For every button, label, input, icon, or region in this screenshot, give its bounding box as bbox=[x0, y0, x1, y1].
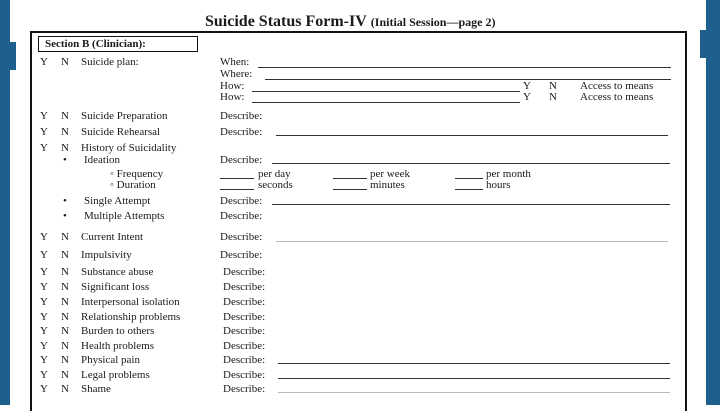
describe-label: Describe: bbox=[223, 354, 266, 366]
yes-option[interactable]: Y bbox=[40, 266, 48, 278]
describe-label: Describe: bbox=[223, 296, 266, 308]
access-to-means-label-1: Access to means bbox=[580, 80, 654, 92]
yes-option[interactable]: Y bbox=[40, 142, 48, 154]
describe-label: Describe: bbox=[223, 311, 266, 323]
no-option[interactable]: N bbox=[61, 266, 69, 278]
multiple-attempts-label: Multiple Attempts bbox=[84, 210, 165, 222]
describe-answer-line[interactable] bbox=[278, 378, 670, 379]
minutes-label: minutes bbox=[370, 179, 405, 191]
access-to-means-label-2: Access to means bbox=[580, 91, 654, 103]
no-option[interactable]: N bbox=[61, 249, 69, 261]
when-label: When: bbox=[220, 56, 250, 68]
per-month-label: per month bbox=[486, 168, 531, 180]
suicide-plan-label: Suicide plan: bbox=[81, 56, 139, 68]
describe-label: Describe: bbox=[220, 231, 263, 243]
no-option[interactable]: N bbox=[61, 281, 69, 293]
describe-label: Describe: bbox=[220, 110, 263, 122]
single-attempt-label: Single Attempt bbox=[84, 195, 151, 207]
describe-label: Describe: bbox=[223, 266, 266, 278]
ideation-label: Ideation bbox=[84, 154, 121, 166]
no-option[interactable]: N bbox=[61, 231, 69, 243]
describe-answer-line[interactable] bbox=[276, 241, 668, 242]
how-label-2: How: bbox=[220, 91, 245, 103]
yes-option[interactable]: Y bbox=[40, 325, 48, 337]
no-option[interactable]: N bbox=[61, 354, 69, 366]
describe-label: Describe: bbox=[220, 126, 263, 138]
form-title-main: Suicide Status Form-IV bbox=[205, 13, 367, 30]
describe-answer-line[interactable] bbox=[276, 135, 668, 136]
yes-option[interactable]: Y bbox=[40, 231, 48, 243]
describe-answer-line[interactable] bbox=[278, 363, 670, 364]
bullet-icon: • bbox=[63, 210, 67, 222]
yes-option[interactable]: Y bbox=[40, 354, 48, 366]
per-day-label: per day bbox=[258, 168, 291, 180]
describe-answer-line[interactable] bbox=[272, 204, 670, 205]
no-option[interactable]: N bbox=[61, 369, 69, 381]
yes-option[interactable]: Y bbox=[40, 56, 48, 68]
how-answer-line-1[interactable] bbox=[252, 91, 520, 92]
yes-option[interactable]: Y bbox=[40, 383, 48, 395]
item-label: Burden to others bbox=[81, 325, 155, 337]
describe-answer-line[interactable] bbox=[278, 392, 670, 393]
item-label: Health problems bbox=[81, 340, 155, 352]
no-option[interactable]: N bbox=[61, 126, 69, 138]
item-label: Significant loss bbox=[81, 281, 150, 293]
describe-label: Describe: bbox=[223, 383, 266, 395]
how-label-1: How: bbox=[220, 80, 245, 92]
right-accent-bar bbox=[706, 0, 720, 405]
item-label: Shame bbox=[81, 383, 111, 395]
no-option[interactable]: N bbox=[61, 142, 69, 154]
when-answer-line[interactable] bbox=[258, 67, 671, 68]
history-label: History of Suicidality bbox=[81, 142, 177, 154]
access-yes-option-1[interactable]: Y bbox=[523, 80, 531, 92]
no-option[interactable]: N bbox=[61, 296, 69, 308]
item-label: Relationship problems bbox=[81, 311, 181, 323]
describe-label: Describe: bbox=[220, 210, 263, 222]
frequency-label: ◦ Frequency bbox=[110, 168, 164, 180]
yes-option[interactable]: Y bbox=[40, 281, 48, 293]
describe-label: Describe: bbox=[223, 281, 266, 293]
item-label: Substance abuse bbox=[81, 266, 154, 278]
access-yes-option-2[interactable]: Y bbox=[523, 91, 531, 103]
where-label: Where: bbox=[220, 68, 253, 80]
no-option[interactable]: N bbox=[61, 311, 69, 323]
yes-option[interactable]: Y bbox=[40, 311, 48, 323]
left-accent-tab bbox=[0, 42, 16, 70]
form-title-subtitle: (Initial Session—page 2) bbox=[370, 15, 496, 29]
per-month-line[interactable] bbox=[455, 178, 483, 179]
no-option[interactable]: N bbox=[61, 56, 69, 68]
no-option[interactable]: N bbox=[61, 383, 69, 395]
item-label: Physical pain bbox=[81, 354, 140, 366]
no-option[interactable]: N bbox=[61, 340, 69, 352]
item-label: Current Intent bbox=[81, 231, 144, 243]
section-b-label: Section B (Clinician): bbox=[38, 36, 198, 52]
describe-label: Describe: bbox=[223, 369, 266, 381]
describe-label: Describe: bbox=[220, 195, 263, 207]
describe-answer-line[interactable] bbox=[272, 163, 670, 164]
describe-label: Describe: bbox=[220, 154, 263, 166]
item-label: Suicide Rehearsal bbox=[81, 126, 161, 138]
yes-option[interactable]: Y bbox=[40, 249, 48, 261]
describe-label: Describe: bbox=[223, 325, 266, 337]
how-answer-line-2[interactable] bbox=[252, 102, 520, 103]
access-no-option-1[interactable]: N bbox=[549, 80, 557, 92]
item-label: Legal problems bbox=[81, 369, 150, 381]
bullet-icon: • bbox=[63, 195, 67, 207]
access-no-option-2[interactable]: N bbox=[549, 91, 557, 103]
no-option[interactable]: N bbox=[61, 325, 69, 337]
duration-text: Duration bbox=[116, 179, 156, 191]
right-accent-tab bbox=[700, 30, 720, 58]
yes-option[interactable]: Y bbox=[40, 296, 48, 308]
yes-option[interactable]: Y bbox=[40, 340, 48, 352]
seconds-line[interactable] bbox=[220, 189, 254, 190]
yes-option[interactable]: Y bbox=[40, 369, 48, 381]
per-day-line[interactable] bbox=[220, 178, 254, 179]
hours-line[interactable] bbox=[455, 189, 483, 190]
per-week-label: per week bbox=[370, 168, 411, 180]
hours-label: hours bbox=[486, 179, 511, 191]
per-week-line[interactable] bbox=[333, 178, 367, 179]
bullet-icon: • bbox=[63, 154, 67, 166]
yes-option[interactable]: Y bbox=[40, 110, 48, 122]
no-option[interactable]: N bbox=[61, 110, 69, 122]
describe-label: Describe: bbox=[223, 340, 266, 352]
describe-label: Describe: bbox=[220, 249, 263, 261]
item-label: Impulsivity bbox=[81, 249, 132, 261]
minutes-line[interactable] bbox=[333, 189, 367, 190]
seconds-label: seconds bbox=[258, 179, 293, 191]
duration-label: ◦ Duration bbox=[110, 179, 156, 191]
item-label: Interpersonal isolation bbox=[81, 296, 180, 308]
yes-option[interactable]: Y bbox=[40, 126, 48, 138]
item-label: Suicide Preparation bbox=[81, 110, 168, 122]
frequency-text: Frequency bbox=[116, 168, 164, 180]
form-title bbox=[205, 13, 495, 31]
